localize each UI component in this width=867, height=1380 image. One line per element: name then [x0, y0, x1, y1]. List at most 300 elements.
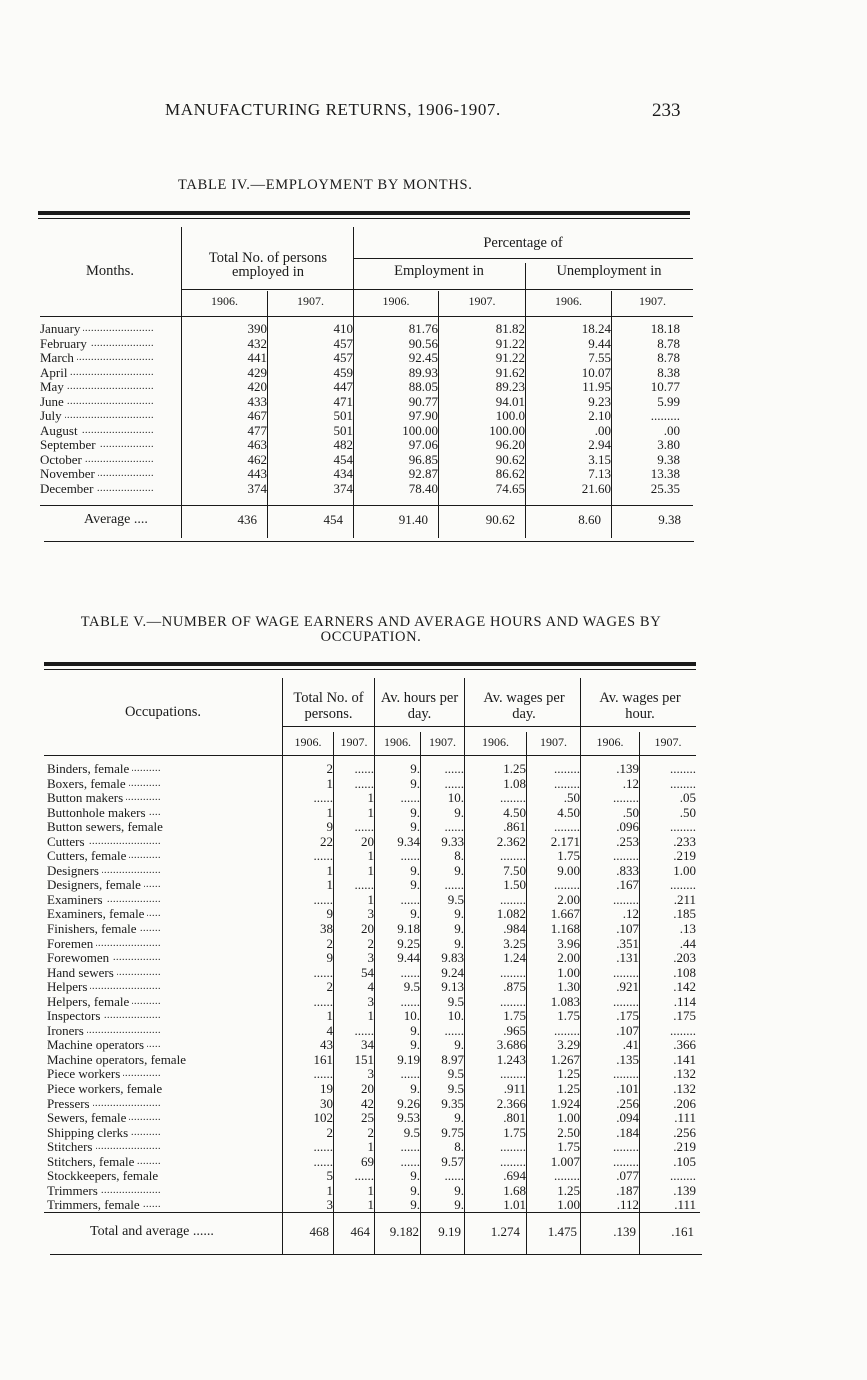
row-value: 96.85 — [408, 452, 438, 467]
table5-year: 1907. — [540, 735, 567, 749]
row-value: 9.13 — [441, 980, 464, 995]
row-value: 1.007 — [550, 1154, 580, 1169]
table4-year: 1907. — [468, 294, 496, 308]
table5-row — [47, 1184, 696, 1199]
row-label: June . . . — [40, 395, 181, 410]
row-value: ........ — [613, 892, 639, 907]
row-value: 3 — [367, 951, 374, 966]
row-label: Button sewers, female . . . — [47, 820, 282, 835]
table4-row — [40, 453, 680, 468]
row-value: 9. — [410, 878, 420, 893]
row-value: 18.24 — [581, 322, 611, 336]
row-label: September . . . — [40, 438, 181, 453]
row-value: ...... — [400, 791, 420, 806]
row-value: 9.00 — [557, 863, 580, 878]
table5-total-value: .139 — [613, 1224, 636, 1239]
table4-average-value: 8.60 — [578, 512, 601, 527]
row-value: .141 — [673, 1052, 696, 1067]
row-value: ...... — [313, 965, 333, 980]
row-value: 9. — [454, 907, 464, 922]
row-value: ...... — [400, 892, 420, 907]
table5-header-occupations: Occupations. — [124, 704, 202, 720]
table5-row — [47, 995, 696, 1010]
table5-body — [47, 762, 696, 1213]
row-value: 30 — [320, 1096, 333, 1111]
table5-row — [47, 1169, 696, 1184]
row-label: Helpers, female . . . — [47, 995, 282, 1010]
row-value: 91.22 — [495, 336, 525, 351]
row-label: Piece workers, female . . . — [47, 1082, 282, 1097]
row-value: 25.35 — [650, 481, 680, 496]
table5-row — [47, 1111, 696, 1126]
row-value: 9.83 — [441, 951, 464, 966]
row-value: 3.96 — [557, 936, 580, 951]
row-value: 1.24 — [503, 951, 526, 966]
row-value: 467 — [247, 409, 267, 423]
row-value: .175 — [616, 1009, 639, 1024]
row-value: 2 — [367, 936, 374, 951]
row-value: 9.19 — [397, 1052, 420, 1067]
row-value: 151 — [354, 1052, 374, 1067]
table5-row — [47, 791, 696, 806]
row-label: Buttonhole makers . . . — [47, 806, 282, 821]
row-value: 81.76 — [408, 322, 438, 336]
row-value: .187 — [616, 1183, 639, 1198]
table4-header-months: Months. — [86, 263, 134, 279]
row-value: ........ — [613, 965, 639, 980]
row-label: April . . . — [40, 366, 181, 381]
row-value: 92.87 — [408, 467, 438, 481]
row-value: 9.5 — [447, 994, 464, 1009]
table5-row — [47, 1053, 696, 1068]
table5-row — [47, 922, 696, 937]
row-value: .05 — [679, 791, 696, 806]
row-value: 10. — [447, 791, 464, 806]
row-value: 9. — [454, 863, 464, 878]
row-value: 1.25 — [557, 1183, 580, 1198]
table4-row — [40, 337, 680, 352]
row-label: Trimmers . . . — [47, 1184, 282, 1199]
row-value: 434 — [333, 467, 353, 481]
row-value: 96.20 — [495, 438, 525, 452]
table5-row — [47, 951, 696, 966]
row-value: .253 — [616, 834, 639, 849]
row-value: 3 — [367, 1067, 374, 1082]
table5-row — [47, 1067, 696, 1082]
row-value: 13.38 — [650, 467, 680, 481]
row-value: 1 — [367, 805, 374, 820]
row-value: 1 — [367, 1183, 374, 1198]
table5-row — [47, 966, 696, 981]
row-value: ........ — [613, 1154, 639, 1169]
row-value: 1.75 — [557, 1009, 580, 1024]
table4-average-value: 436 — [237, 512, 257, 527]
table4-year: 1907. — [639, 294, 666, 308]
row-value: 9. — [410, 863, 420, 878]
row-value: .077 — [616, 1169, 639, 1184]
table5-year: 1907. — [429, 735, 456, 749]
row-value: .256 — [616, 1096, 639, 1111]
table5-header-wages-day: Av. wages per day. — [483, 690, 565, 722]
row-value: 9.75 — [441, 1125, 464, 1140]
row-label: Machine operators, female . . . — [47, 1053, 282, 1068]
row-value: .185 — [673, 907, 696, 922]
row-value: 20 — [361, 834, 374, 849]
row-value: 9. — [454, 1038, 464, 1053]
row-value: .00 — [594, 423, 611, 438]
row-value: 1 — [367, 1009, 374, 1024]
row-value: 1 — [367, 791, 374, 806]
row-value: 1.082 — [496, 907, 526, 922]
row-label: January . . . — [40, 322, 181, 337]
row-value: .911 — [503, 1082, 526, 1097]
row-value: ...... — [313, 1154, 333, 1169]
row-value: .184 — [616, 1125, 639, 1140]
row-value: 9.24 — [441, 965, 464, 980]
table5-row — [47, 878, 696, 893]
row-value: 9.38 — [657, 452, 680, 467]
row-value: 2 — [326, 1125, 333, 1140]
table5-row — [47, 1155, 696, 1170]
table5-year: 1906. — [482, 735, 509, 749]
row-label: Stitchers, female . . . — [47, 1155, 282, 1170]
row-value: 25 — [361, 1111, 374, 1126]
row-value: 89.23 — [495, 380, 525, 394]
row-value: 1.75 — [503, 1125, 526, 1140]
row-value: ........ — [500, 994, 526, 1009]
row-value: 1 — [326, 863, 333, 878]
row-value: 7.50 — [503, 863, 526, 878]
row-label: Inspectors . . . — [47, 1009, 282, 1024]
row-value: 9. — [410, 1169, 420, 1184]
row-value: ...... — [354, 820, 374, 835]
row-value: 9.26 — [397, 1096, 420, 1111]
row-value: .114 — [673, 994, 696, 1009]
row-label: Cutters, female . . . — [47, 849, 282, 864]
row-value: 10. — [403, 1009, 420, 1024]
table4-row — [40, 409, 680, 424]
row-value: 86.62 — [495, 467, 525, 481]
row-value: ...... — [313, 1140, 333, 1155]
row-value: 4 — [326, 1023, 333, 1038]
row-value: 90.62 — [495, 452, 525, 467]
row-value: 43 — [320, 1038, 333, 1053]
row-value: .50 — [563, 791, 580, 806]
row-value: ...... — [354, 762, 374, 776]
row-value: 462 — [247, 452, 267, 467]
row-value: 420 — [247, 380, 267, 394]
row-value: 11.95 — [582, 380, 611, 394]
row-value: .107 — [616, 922, 639, 937]
row-value: 8.78 — [657, 336, 680, 351]
row-value: 1.168 — [550, 922, 580, 937]
row-value: ...... — [444, 820, 464, 835]
row-value: ........ — [500, 1154, 526, 1169]
row-value: 1 — [367, 1198, 374, 1213]
row-label: December . . . — [40, 482, 181, 497]
row-value: 9.44 — [588, 336, 611, 351]
row-value: .366 — [673, 1038, 696, 1053]
row-value: ........ — [670, 762, 696, 776]
table4-row — [40, 438, 680, 453]
row-value: 18.18 — [650, 322, 680, 336]
row-value: .132 — [673, 1067, 696, 1082]
table5-total-value: 9.182 — [389, 1224, 419, 1239]
row-value: ...... — [313, 849, 333, 864]
table4-year: 1906. — [382, 294, 410, 308]
row-label: Examiners . . . — [47, 893, 282, 908]
table5-row — [47, 864, 696, 879]
row-value: .965 — [503, 1023, 526, 1038]
row-value: 3.29 — [557, 1038, 580, 1053]
table5-row — [47, 1140, 696, 1155]
row-value: .105 — [673, 1154, 696, 1169]
row-value: 443 — [247, 467, 267, 481]
row-value: 7.13 — [588, 467, 611, 481]
table5-row — [47, 1009, 696, 1024]
row-value: .12 — [622, 907, 639, 922]
row-value: .219 — [673, 1140, 696, 1155]
row-value: 1 — [326, 878, 333, 893]
table4-average-value: 90.62 — [485, 512, 515, 527]
row-value: ........ — [500, 1140, 526, 1155]
table4-row — [40, 322, 680, 337]
row-label: Stitchers . . . — [47, 1140, 282, 1155]
table5-row — [47, 835, 696, 850]
row-value: 1.01 — [503, 1198, 526, 1213]
row-value: 54 — [361, 965, 374, 980]
row-value: 9.35 — [441, 1096, 464, 1111]
table4-row — [40, 351, 680, 366]
row-value: 9 — [326, 951, 333, 966]
row-value: 1.667 — [550, 907, 580, 922]
row-value: .256 — [673, 1125, 696, 1140]
row-value: 8. — [454, 1140, 464, 1155]
row-value: 90.56 — [408, 336, 438, 351]
table5-row — [47, 907, 696, 922]
table5-header-hours: Av. hours per day. — [380, 690, 459, 722]
row-value: .135 — [616, 1052, 639, 1067]
row-value: 9. — [410, 805, 420, 820]
row-value: .101 — [616, 1082, 639, 1097]
table5-total-value: 1.475 — [547, 1224, 577, 1239]
row-value: 1 — [326, 1183, 333, 1198]
row-value: 1.08 — [503, 776, 526, 791]
row-value: 19 — [320, 1082, 333, 1097]
row-value: .801 — [503, 1111, 526, 1126]
row-value: ........ — [613, 994, 639, 1009]
row-value: 1.083 — [550, 994, 580, 1009]
row-value: 2.50 — [557, 1125, 580, 1140]
table5-row — [47, 820, 696, 835]
row-value: .108 — [673, 965, 696, 980]
table5-row — [47, 1024, 696, 1039]
row-value: ...... — [313, 892, 333, 907]
table4-row — [40, 366, 680, 381]
table4-average-value: 91.40 — [398, 512, 428, 527]
row-value: ...... — [444, 762, 464, 776]
row-value: ........ — [670, 878, 696, 893]
row-value: 8.78 — [657, 351, 680, 365]
row-value: 100.0 — [495, 409, 525, 423]
row-value: 5.99 — [657, 394, 680, 409]
row-value: 10.77 — [650, 380, 680, 394]
row-label: Forewomen . . . — [47, 951, 282, 966]
row-value: 9. — [410, 820, 420, 835]
row-value: ........ — [670, 1023, 696, 1038]
row-value: 4.50 — [557, 805, 580, 820]
table4-row — [40, 395, 680, 410]
row-value: 10. — [447, 1009, 464, 1024]
row-value: ........ — [554, 776, 580, 791]
row-value: 9.33 — [441, 834, 464, 849]
row-value: 8.38 — [657, 365, 680, 380]
row-value: 90.77 — [408, 394, 438, 409]
table5-total-value: 468 — [309, 1224, 329, 1239]
table5-row — [47, 1126, 696, 1141]
row-value: ...... — [444, 776, 464, 791]
table5-total-value: 9.19 — [438, 1224, 461, 1239]
table4-average-value: 454 — [323, 512, 343, 527]
row-label: Piece workers . . . — [47, 1067, 282, 1082]
row-value: 9. — [410, 1023, 420, 1038]
row-value: ...... — [444, 1169, 464, 1184]
table5-row — [47, 893, 696, 908]
row-value: 477 — [247, 423, 267, 438]
row-value: 1.243 — [496, 1052, 526, 1067]
row-label: Binders, female . . . — [47, 762, 282, 777]
row-label: November . . . — [40, 467, 181, 482]
row-value: ........ — [500, 791, 526, 806]
row-value: 9.5 — [447, 892, 464, 907]
row-value: 161 — [313, 1052, 333, 1067]
table4-header-percentage: Percentage of — [483, 235, 563, 251]
row-value: 9.25 — [397, 936, 420, 951]
row-value: 1.75 — [503, 1009, 526, 1024]
row-value: 374 — [333, 481, 353, 496]
row-value: 9.5 — [403, 980, 420, 995]
row-value: .131 — [616, 951, 639, 966]
row-value: 9.57 — [441, 1154, 464, 1169]
row-value: .921 — [616, 980, 639, 995]
row-value: 8.97 — [441, 1052, 464, 1067]
row-value: .861 — [503, 820, 526, 835]
row-value: 4.50 — [503, 805, 526, 820]
table4-year: 1907. — [297, 294, 324, 308]
row-label: Helpers . . . — [47, 980, 282, 995]
row-value: 471 — [333, 394, 353, 409]
row-value: ......... — [650, 409, 680, 423]
row-value: ........ — [670, 1169, 696, 1184]
table4-year: 1906. — [555, 294, 582, 308]
row-label: Foremen . . . — [47, 937, 282, 952]
row-value: ...... — [400, 965, 420, 980]
row-value: ........ — [554, 878, 580, 893]
table5-total-value: .161 — [671, 1224, 694, 1239]
row-value: 5 — [326, 1169, 333, 1184]
row-value: 459 — [333, 365, 353, 380]
table4-row — [40, 482, 680, 497]
row-value: 2 — [326, 980, 333, 995]
row-value: 1.00 — [557, 1111, 580, 1126]
row-label: May . . . — [40, 380, 181, 395]
row-value: 9.44 — [397, 951, 420, 966]
row-value: .984 — [503, 922, 526, 937]
row-value: 1.00 — [673, 863, 696, 878]
row-value: 100.00 — [402, 423, 438, 438]
row-value: 94.01 — [495, 394, 525, 409]
row-value: ........ — [670, 820, 696, 835]
table4-average-value: 9.38 — [658, 512, 681, 527]
row-value: 9. — [410, 1183, 420, 1198]
row-value: ........ — [500, 1067, 526, 1082]
row-value: 1 — [367, 863, 374, 878]
row-value: .694 — [503, 1169, 526, 1184]
row-value: ...... — [444, 878, 464, 893]
row-value: ...... — [313, 1067, 333, 1082]
row-value: ........ — [613, 791, 639, 806]
row-value: .167 — [616, 878, 639, 893]
row-value: 100.00 — [489, 423, 525, 438]
row-value: .50 — [679, 805, 696, 820]
row-value: 9.53 — [397, 1111, 420, 1126]
row-value: ........ — [554, 1023, 580, 1038]
table5-total-label: Total and average ...... — [90, 1224, 214, 1239]
table5-year: 1907. — [340, 735, 368, 749]
row-value: ...... — [400, 1140, 420, 1155]
row-value: 1 — [367, 849, 374, 864]
row-value: 457 — [333, 336, 353, 351]
table4-row — [40, 467, 680, 482]
row-label: Cutters . . . — [47, 835, 282, 850]
row-value: 69 — [361, 1154, 374, 1169]
table4-average-label: Average .... — [84, 512, 148, 527]
row-value: 9 — [326, 820, 333, 835]
row-value: 97.90 — [408, 409, 438, 423]
row-label: March . . . — [40, 351, 181, 366]
row-value: 1 — [367, 1140, 374, 1155]
row-value: .132 — [673, 1082, 696, 1097]
row-value: .41 — [622, 1038, 639, 1053]
row-value: .351 — [616, 936, 639, 951]
row-label: Pressers . . . — [47, 1097, 282, 1112]
row-value: 21.60 — [581, 481, 611, 496]
row-value: 2.10 — [588, 409, 611, 423]
table5-row — [47, 1198, 696, 1213]
row-value: 441 — [247, 351, 267, 365]
row-value: 2.00 — [557, 892, 580, 907]
row-value: 1.50 — [503, 878, 526, 893]
row-label: August . . . — [40, 424, 181, 439]
row-value: 2.171 — [550, 834, 580, 849]
row-value: 34 — [361, 1038, 374, 1053]
row-value: 3.686 — [496, 1038, 526, 1053]
row-value: 42 — [361, 1096, 374, 1111]
row-value: .50 — [622, 805, 639, 820]
row-value: 2.94 — [588, 438, 611, 452]
row-value: 9. — [454, 805, 464, 820]
row-value: 1.00 — [557, 1198, 580, 1213]
row-value: .12 — [622, 776, 639, 791]
row-value: 8. — [454, 849, 464, 864]
row-label: Examiners, female . . . — [47, 907, 282, 922]
table5-row — [47, 762, 696, 777]
row-value: 9. — [454, 1198, 464, 1213]
row-value: ........ — [613, 1067, 639, 1082]
row-label: Shipping clerks . . . — [47, 1126, 282, 1141]
row-value: 1.25 — [557, 1067, 580, 1082]
row-value: 1.68 — [503, 1183, 526, 1198]
